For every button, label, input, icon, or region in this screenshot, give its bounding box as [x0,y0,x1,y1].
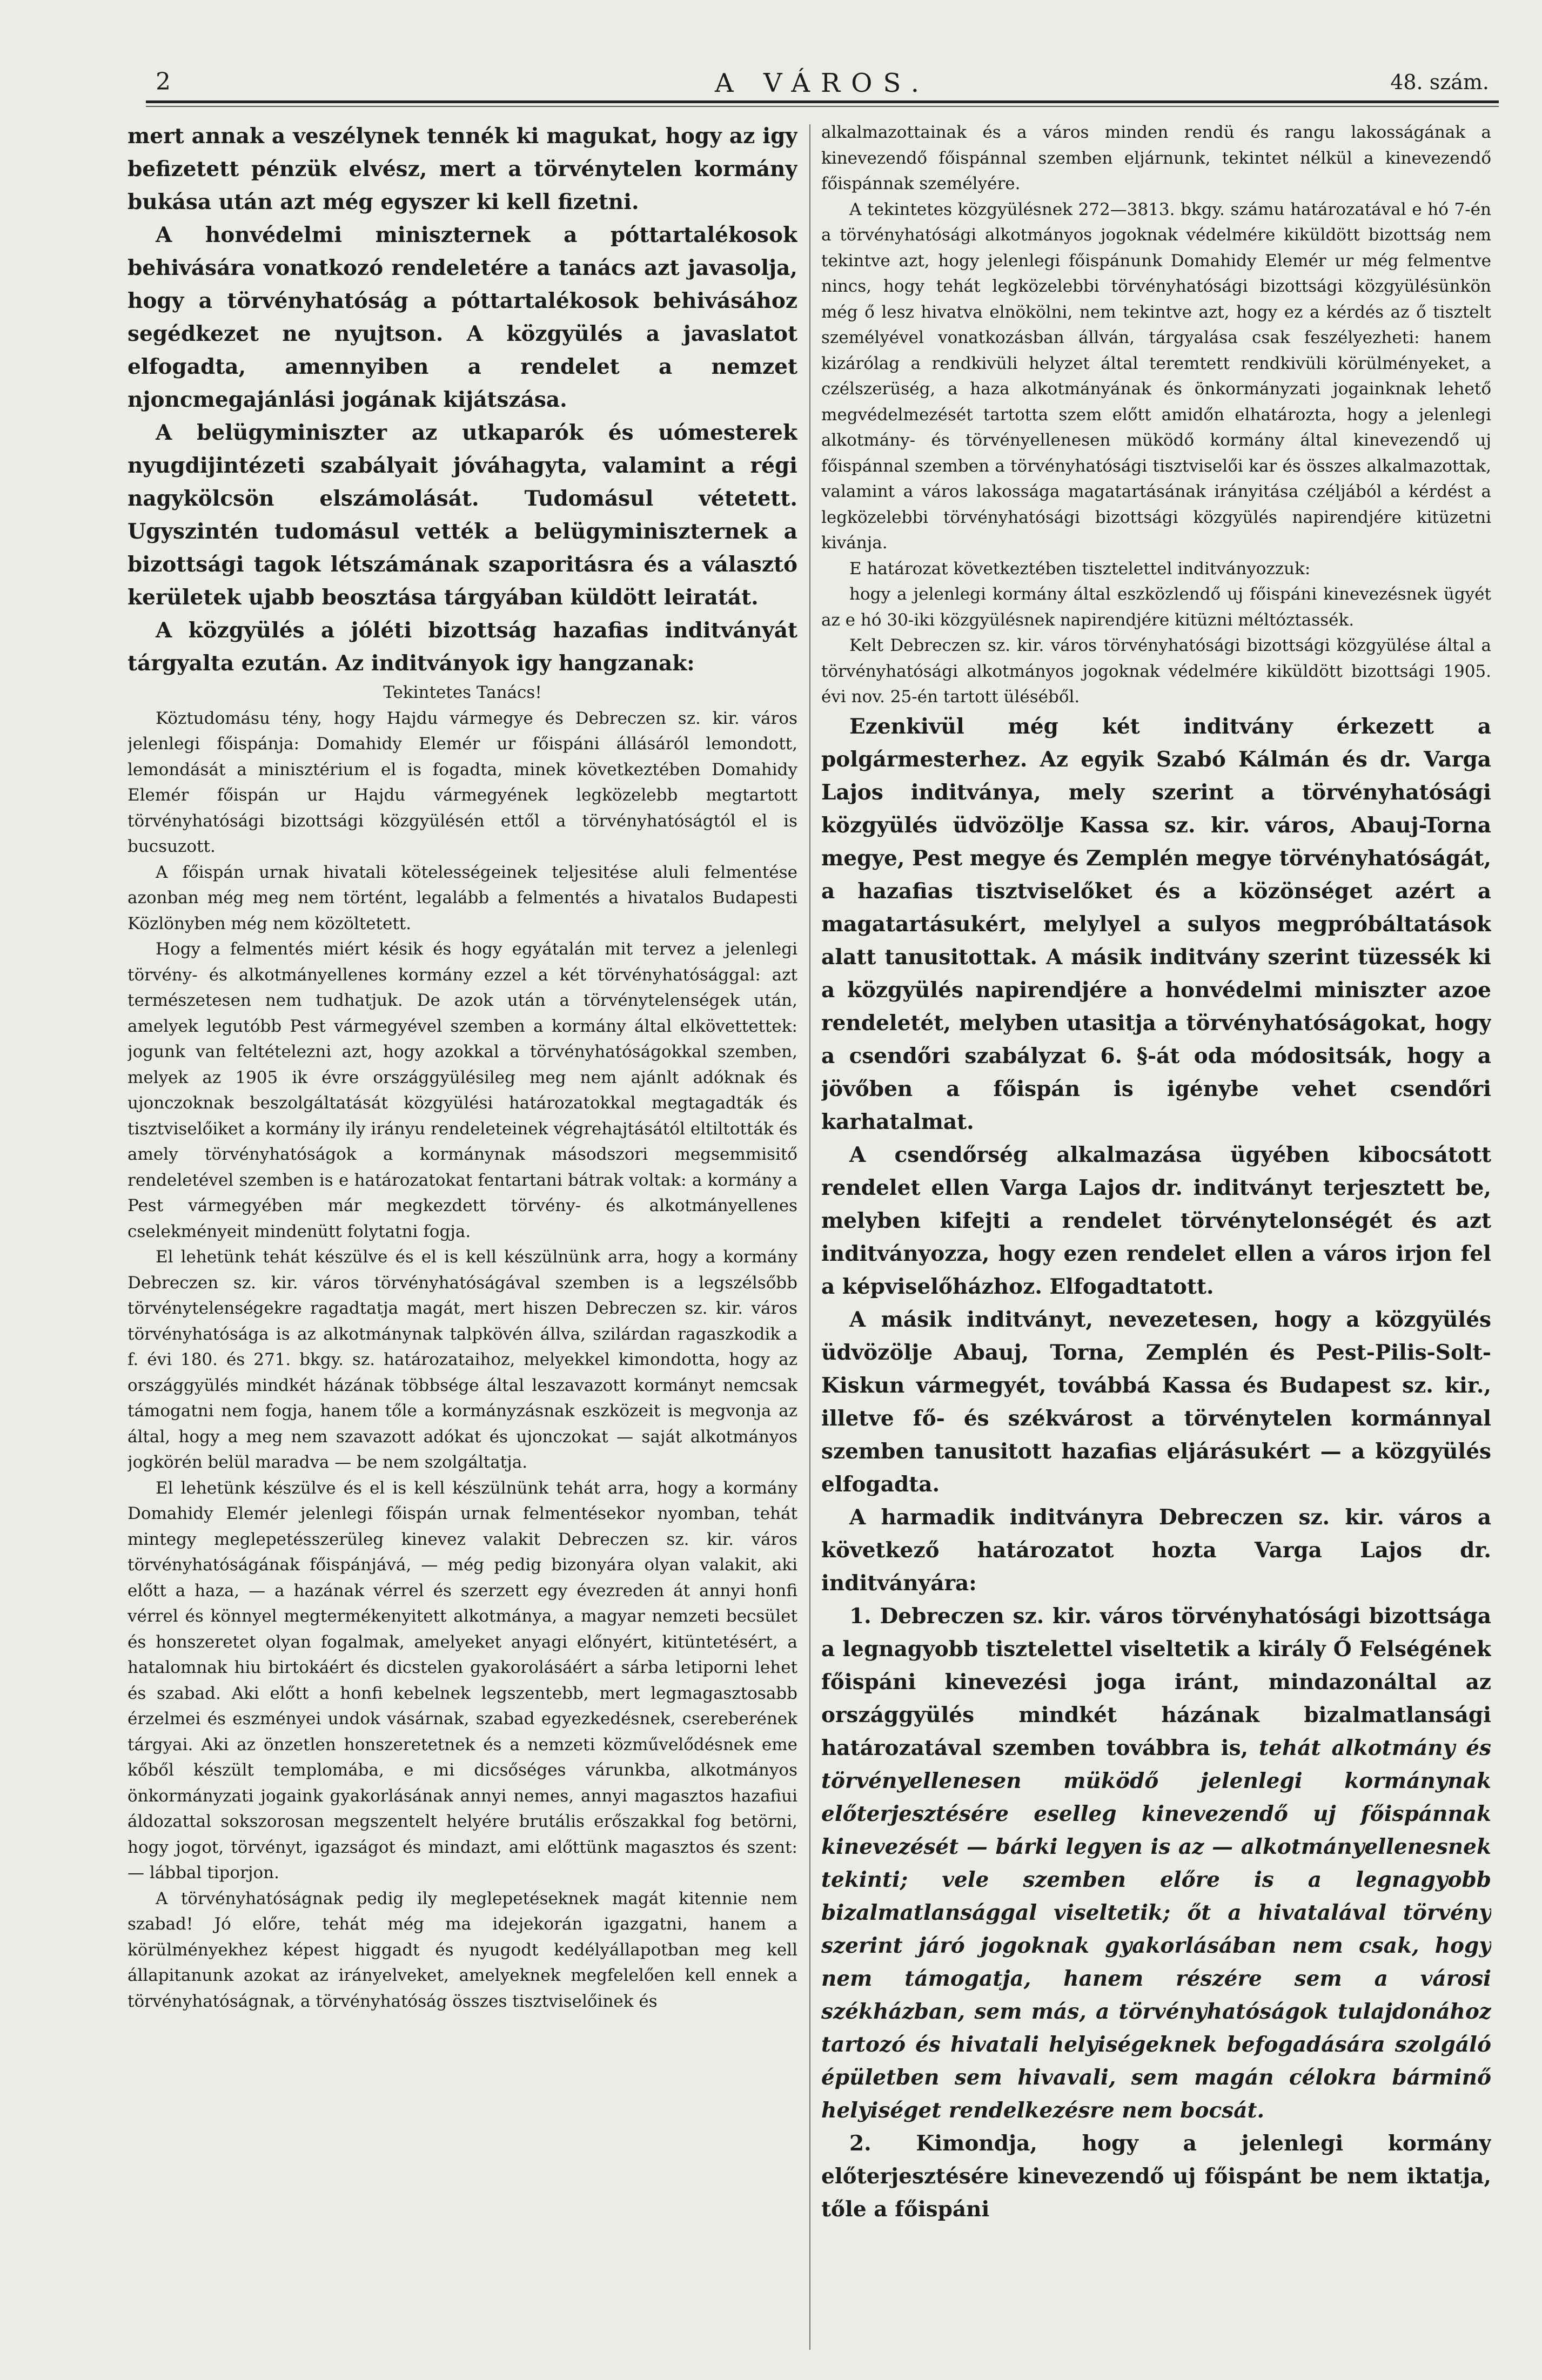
paragraph: A tekintetes közgyülésnek 272—3813. bkgy. számu határozatával e hó 7-én a törvényhatósági alkotmányos jogoknak védelmére kiküldött bizottság nem tekintve azt, hogy jelenlegi főispánunk Domahidy Elemér ur még felmentve nincs, hogy tehát legközelebbi törvényhatósági bizottsági közgyülésünkön még ő lesz hivatva elnökölni, nem tekintve azt, hogy ez a kérdés az ő tisztelt személyével vonatkozásban állván, tárgyalása csak feszélyezheti: hanem kizárólag a rendkivüli helyzet által teremtett rendkivüli körülményeket, a czélszerüség, a haza alkotmányának és önkormányzati jogainknak lehető megvédelmezését tartotta szem előtt amidőn elhatározta, hogy a jelenlegi alkotmány- és törvényellenesen müködő kormány által kinevezendő uj főispánnal szemben a törvényhatósági tisztviselői kar és összes alkalmazottak, valamint a város lakossága magatartásának irányitása czéljából a kérdést a legközelebbi törvényhatósági bizottsági közgyülés napirendjére kitüzetni kivánja. [821,199,1491,553]
paragraph: A csendőrség alkalmazása ügyében kibocsátott rendelet ellen Varga Lajos dr. inditványt terjesztett be, melyben kifejti a rendelet törvénytelonségét és azt inditványozza, hogy ezen rendelet ellen a város irjon fel a képviselőházhoz. Elfogadtatott. [821,1142,1491,1299]
resolution-point-1 [821,1600,1491,2127]
page-number: 2 [156,68,171,96]
header-rule [146,100,1499,103]
salutation: Tekintetes Tanács! [383,683,542,702]
paragraph: El lehetünk készülve és el is kell készülnünk tehát arra, hogy a kormány Domahidy Elemér jelenlegi főispán urnak felmentésekor nyomban, tehát mintegy meglepetésszerüleg kinevez valakit Debreczen sz. kir. város törvényhatóságának főispánjává, — még pedig bizonyára olyan valakit, aki előtt a haza, — a hazának vérrel és szerzett egy évezreden át annyi honfi vérrel és könnyel megtermékenyitett alkotmánya, a magyar nemzeti becsület és honszeretet olyan fogalmak, amelyeket anyagi előnyért, kitüntetésért, a hatalomnak hiu birtokáért és dicstelen gyakorolásáért a sárba letiporni lehet és szabad. Aki előtt a honfi kebelnek legszentebb, mert legmagasztosabb érzelmei és eszményei undok vásárnak, szabad egyezkedésnek, csereberének tárgyai. Aki az önzetlen honszeretetnek és a nemzeti közművelődésnek eme kőből készült templomába, e mi dicsőséges várunkba, alkotmányos önkormányzati jogaink gyakorlásának annyi nemes, annyi magasztos hazafiui áldozattal sokszorosan megszentelt helyére brutális erőszakkal fog betörni, hogy jogot, törvényt, igazságot és mindazt, ami előttünk magasztos és szent: — lábbal tiporjon. [128,1478,797,1883]
paragraph: A közgyülés a jóléti bizottság hazafias inditványát tárgyalta ezután. Az inditványok igy hangzanak: [128,618,797,676]
paragraph: E határozat következtében tisztelettel inditványozzuk: [849,559,1311,579]
newspaper-title: A VÁROS. [715,68,930,98]
paragraph: Köztudomásu tény, hogy Hajdu vármegye és Debreczen sz. kir. város jelenlegi főispánja: Domahidy Elemér ur főispáni állásáról lemondott, lemondását a minisztérium el is fogadta, minek következtében Domahidy Elemér főispán ur Hajdu vármegyének legközelebb megtartott törvényhatósági bizottsági közgyülésén ettől a törvényhatóságtól el is bucsuzott. [128,708,797,856]
paragraph: A másik inditványt, nevezetesen, hogy a közgyülés üdvözölje Abauj, Torna, Zemplén és Pest-Pilis-Solt-Kiskun vármegyét, továbbá Kassa és Budapest sz. kir., illetve fő- és székvárost a törvénytelen kormánnyal szemben tanusitott hazafias eljárásukért — a közgyülés elfogadta. [821,1307,1491,1497]
right-column [821,120,1491,2345]
paragraph: A honvédelmi miniszternek a póttartalékosok behivására vonatkozó rendeletére a tanács azt javasolja, hogy a törvényhatóság a póttartalékosok behivásához segédkezet ne nyujtson. A közgyülés a javaslatot elfogadta, amennyiben a rendelet a nemzet njoncmegajánlási jogának kijátszása. [128,223,797,412]
header-rule-thin [146,106,1499,107]
paragraph: Hogy a felmentés miért késik és hogy egyátalán mit tervez a jelenlegi törvény- és alkotmányellenes kormány ezzel a két törvényhatósággal: azt természetesen nem tudhatjuk. De azok után a törvénytelenségek után, amelyek legutóbb Pest vármegyével szemben a kormány által elkövettettek: jogunk van feltételezni azt, hogy azokkal a törvényhatóságokkal szemben, melyek az 1905 ik évre országgyülésileg meg nem ajánlt adóknak és ujonczoknak beszolgáltatását közgyülési határozatokkal megtagadták és tisztviselőiket a kormány ily irányu rendeleteinek végrehajtásától eltiltották és amely törvényhatóságok a kormánynak másodszori megsemmisitő rendeletével szemben is e határozatokat fentartani bátrak voltak: a kormány a Pest vármegyében már megkezdett törvény- és alkotmányellenes cselekményeit mindenütt folytatni fogja. [128,939,797,1241]
paragraph: A főispán urnak hivatali kötelességeinek teljesitése aluli felmentése azonban még meg nem történt, legalább a felmentés a hivatalos Budapesti Közlönyben még nem közöltetett. [128,862,797,933]
paragraph: El lehetünk tehát készülve és el is kell készülnünk arra, hogy a kormány Debreczen sz. kir. város törvényhatóságával szemben is a legszélsőbb törvénytelenségekre ragadtatja magát, mert hiszen Debreczen sz. kir. város törvényhatósága is az alkotmánynak talpkövén állva, szilárdan ragaszkodik a f. évi 180. és 271. bkgy. sz. határozataihoz, melyekkel kimondotta, hogy az országgyülés mindkét házának többsége által leszavazott kormányt nemcsak támogatni nem fogja, hanem tőle a kormányzásnak eszközeit is megvonja az által, hogy a meg nem szavazott adókat és ujonczokat — saját alkotmányos jogkörén belül maradva — be nem szolgáltatja. [128,1247,797,1472]
issue-number: 48. szám. [1390,70,1489,94]
paragraph: A belügyminiszter az utkaparók és uómesterek nyugdijintézeti szabályait jóváhagyta, valamint a régi nagykölcsön elszámolását. Tudomásul vétetett. Ugyszintén tudomásul vették a belügyminiszternek a bizottsági tagok létszámának szaporitásra és a választó kerületek ujabb beosztása tárgyában küldött leiratát. [128,420,797,610]
paragraph: A harmadik inditványra Debreczen sz. kir. város a következő határozatot hozta Varga Lajos dr. inditványára: [821,1504,1491,1596]
resolution-italic-text: tehát alkotmány és törvényellenesen müködő jelenlegi kormánynak előterjesztésére eselleg kinevezendő uj főispánnak kinevezését — bárki legyen is az — alkotmányellenesnek tekinti; vele szemben előre is a legnagyobb bizalmatlansággal viseltetik; őt a hivatalával törvény szerint járó jogoknak gyakorlásában nem csak, hogy nem támogatja, hanem részére sem a városi székházban, sem más, a törvényhatóságok tulajdonához tartozó és hivatali helyiségeknek befogadására szolgáló épületben sem hivavali, sem magán célokra bárminő helyiséget rendelkezésre nem bocsát. [821,1735,1491,2123]
left-column [128,120,797,2345]
resolution-point-2: 2. Kimondja, hogy a jelenlegi kormány előterjesztésére kinevezendő uj főispánt be nem iktatja, tőle a főispáni [821,2130,1491,2222]
paragraph: A törvényhatóságnak pedig ily meglepetéseknek magát kitennie nem szabad! Jó előre, tehát még ma idejekorán igazgatni, hanem a körülményekhez képest higgadt és nyugodt kedélyállapotban meg kell állapitanunk azokat az irányelveket, amelyeknek megfelelően kell ennek a törvényhatóságnak, a törvényhatóság összes tisztviselőinek és [128,1888,797,2011]
paragraph: alkalmazottainak és a város minden rendü és rangu lakosságának a kinevezendő főispánnal szemben eljárnunk, tekintet nélkül a kinevezendő főispánnak személyére. [821,123,1491,193]
paragraph: Kelt Debreczen sz. kir. város törvényhatósági bizottsági közgyülése által a törvényhatósági alkotmányos jogoknak védelmére kiküldött bizottsági 1905. évi nov. 25-én tartott üléséből. [821,636,1491,707]
page-header [146,64,1499,103]
column-separator [809,124,810,2350]
paragraph: hogy a jelenlegi kormány által eszközlendő uj főispáni kinevezésnek ügyét az e hó 30-iki közgyülésnek napirendjére kitüzni méltóztassék. [821,584,1491,630]
resolution-text: 1. Debreczen sz. kir. város törvényhatósági bizottsága a legnagyobb tisztelettel viseltetik a király Ő Felségének főispáni kinevezési joga iránt, mindazonáltal az országgyülés mindkét házának bizalmatlansági határozatával szemben továbbra is, [821,1603,1491,1760]
paragraph: Ezenkivül még két inditvány érkezett a polgármesterhez. Az egyik Szabó Kálmán és dr. Varga Lajos inditványa, mely szerint a törvényhatósági közgyülés üdvözölje Kassa sz. kir. város, Abauj-Torna megye, Pest megye és Zemplén megye törvényhatóságát, a hazafias tisztviselőket és a közönséget azért a magatartásukért, melylyel a sulyos megpróbáltatások alatt tanusitottak. A másik inditvány szerint tüzessék ki a közgyülés napirendjére a honvédelmi miniszter azoe rendeletét, melyben utasitja a törvényhatóságokat, hogy a csendőri szabályzat 6. §-át oda módositsák, hogy a jövőben a főispán is igénybe vehet csendőri karhatalmat. [821,714,1491,1134]
paragraph: mert annak a veszélynek tennék ki magukat, hogy az igy befizetett pénzük elvész, mert a törvénytelen kormány bukása után azt még egyszer ki kell fizetni. [128,124,797,214]
